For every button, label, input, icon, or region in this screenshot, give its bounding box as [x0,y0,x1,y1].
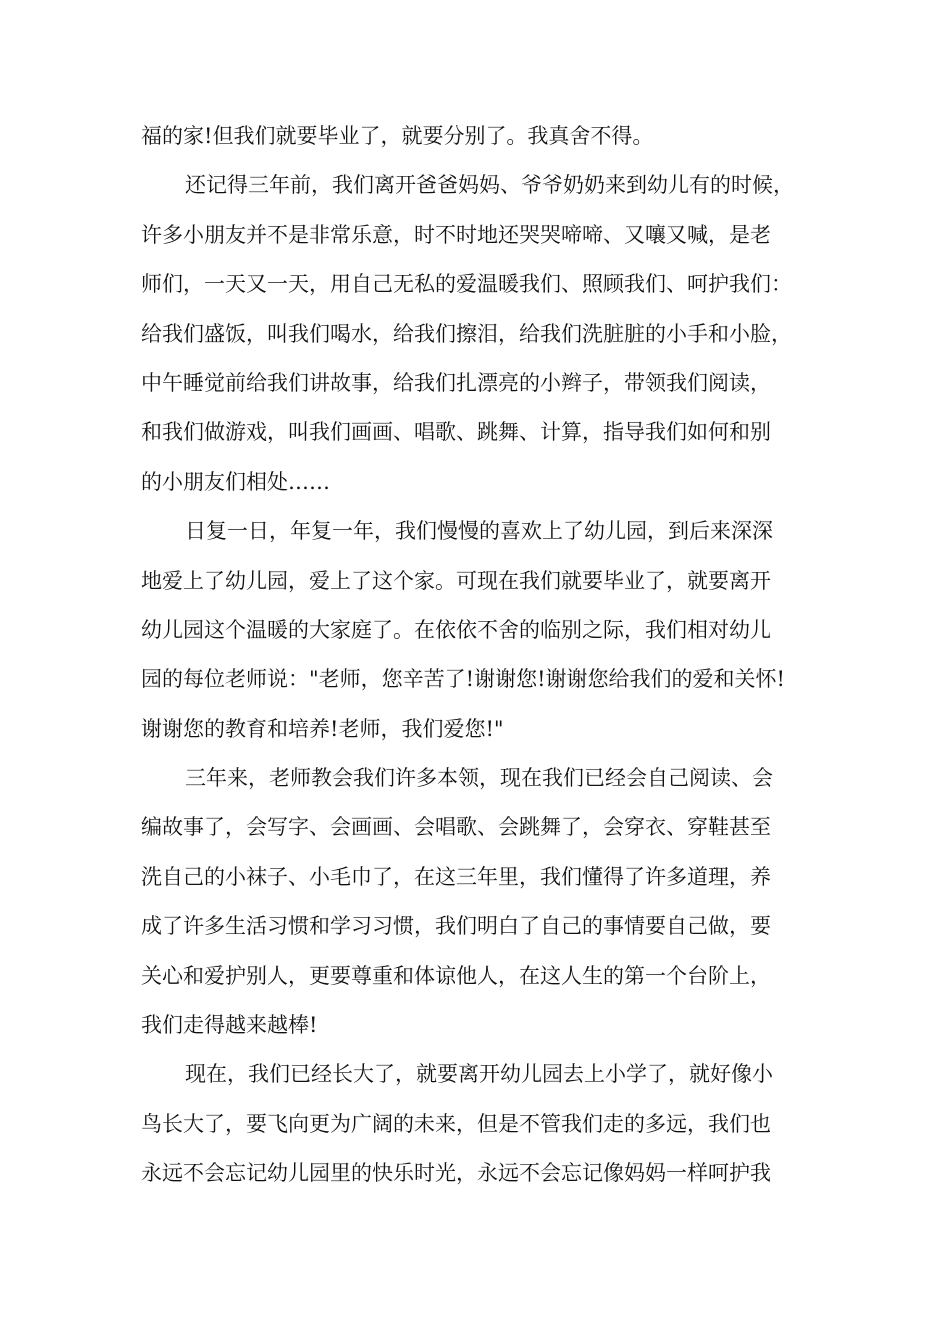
text-line: 鸟长大了，要飞向更为广阔的未来，但是不管我们走的多远，我们也 [141,1111,771,1136]
text-line: 我们走得越来越棒! [141,1013,318,1038]
text-line: 成了许多生活习惯和学习习惯，我们明白了自己的事情要自己做，要 [141,914,771,939]
text-line: 洗自己的小袜子、小毛巾了，在这三年里，我们懂得了许多道理，养 [141,864,771,889]
text-line: 编故事了，会写字、会画画、会唱歌、会跳舞了，会穿衣、穿鞋甚至 [141,815,771,840]
text-line: 三年来，老师教会我们许多本领，现在我们已经会自己阅读、会 [185,766,773,791]
text-line: 师们，一天又一天，用自己无私的爱温暖我们、照顾我们、呵护我们： [141,272,792,297]
text-line: 中午睡觉前给我们讲故事，给我们扎漂亮的小辫子，带领我们阅读， [141,370,771,395]
text-line: 谢谢您的教育和培养!老师，我们爱您!" [141,716,504,741]
text-line: 给我们盛饭，叫我们喝水，给我们擦泪，给我们洗脏脏的小手和小脸， [141,321,792,346]
text-line: 福的家!但我们就要毕业了，就要分别了。我真舍不得。 [141,124,654,148]
text-line: 关心和爱护别人，更要尊重和体谅他人，在这人生的第一个台阶上， [141,963,771,988]
body-text [141,112,811,1199]
text-line: 许多小朋友并不是非常乐意，时不时地还哭哭啼啼、又嚷又喊，是老 [141,222,771,247]
text-line: 和我们做游戏，叫我们画画、唱歌、跳舞、计算，指导我们如何和别 [141,420,771,445]
text-line: 永远不会忘记幼儿园里的快乐时光，永远不会忘记像妈妈一样呵护我 [141,1161,771,1186]
text-line: 日复一日，年复一年，我们慢慢的喜欢上了幼儿园，到后来深深 [185,519,773,544]
text-line: 园的每位老师说："老师，您辛苦了!谢谢您!谢谢您给我们的爱和关怀! [141,667,785,692]
text-line: 还记得三年前，我们离开爸爸妈妈、爷爷奶奶来到幼儿有的时候， [185,173,794,198]
text-line: 幼儿园这个温暖的大家庭了。在依依不舍的临别之际，我们相对幼儿 [141,617,771,642]
text-line: 的小朋友们相处…… [141,469,330,494]
text-line: 地爱上了幼儿园，爱上了这个家。可现在我们就要毕业了，就要离开 [141,568,771,593]
text-line: 现在，我们已经长大了，就要离开幼儿园去上小学了，就好像小 [185,1062,773,1087]
